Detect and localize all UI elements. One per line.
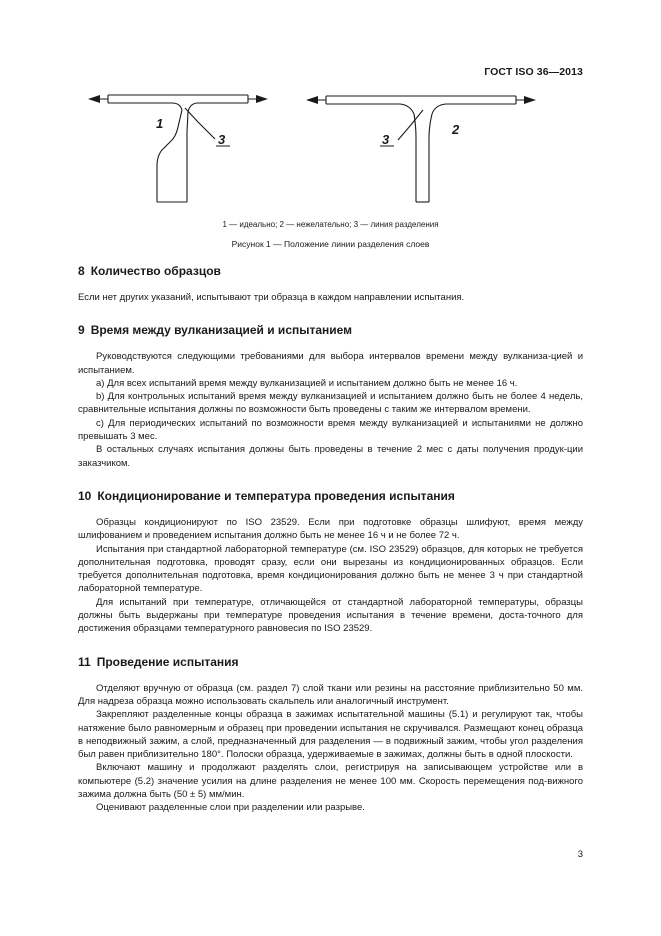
left-separation-line bbox=[185, 108, 215, 139]
main-content bbox=[78, 264, 583, 815]
figure-title: Рисунок 1 — Положение линии разделения слоев bbox=[231, 239, 430, 249]
section-10-heading: 10 Кондиционирование и температура проведения испытания bbox=[78, 488, 455, 503]
section-9-item-c: c) Для периодических испытаний по возможности время между вулканизацией и испытаниями не должно превышать 3 мес. bbox=[78, 417, 583, 443]
right-body-right-edge bbox=[429, 114, 432, 202]
section-10-paragraph-1: Образцы кондиционируют по ISO 23529. Если при подготовке образцы шлифуют, время между шлифованием и проведением испытания должно быть не менее 16 ч и не более 72 ч. bbox=[78, 516, 583, 542]
label-1: 1 bbox=[156, 116, 164, 131]
section-9-item-b: b) Для контрольных испытаний время между вулканизацией и испытанием должно быть не более 4 недель, сравнительные испытания должны по возможности быть проведены с таким же интервалом времени. bbox=[78, 391, 583, 416]
page-number: 3 bbox=[577, 849, 583, 860]
right-strip-left-inner bbox=[326, 104, 414, 114]
standard-header: ГОСТ ISO 36—2013 bbox=[484, 66, 583, 78]
left-arrow-left bbox=[88, 95, 100, 103]
left-strip-right-inner bbox=[188, 103, 248, 112]
section-10-paragraph-3: Для испытаний при температуре, отличающейся от стандартной лабораторной температуры, образцы должны быть выдержаны при температуре проведения испытания в течение времени, доста-точного для достижения образцами температурного равновесия по ISO 23529. bbox=[78, 596, 583, 635]
right-arrow-right bbox=[524, 96, 536, 104]
left-arrow-right bbox=[256, 95, 268, 103]
section-10-paragraph-2: Испытания при стандартной лабораторной температуре (см. ISO 23529) образцов, для которых не требуется дополнительная подготовка, проводят сразу, если они вырезаны из кондиционированных образцов. Если требуется дополнительная подготовка, время кондиционирования должно быть не менее 3 ч при стандартной лабораторной температуре. bbox=[78, 543, 583, 595]
section-11-paragraph-3: Включают машину и продолжают разделять слои, регистрируя на записывающем устройстве или в компьютере (5.2) значение усилия на длине разделения не менее 100 мм. Скорость перемещения под-вижного зажима должна быть (50 ± 5) мм/мин. bbox=[78, 762, 583, 801]
figure-1-diagram bbox=[80, 82, 550, 212]
section-9-heading: 9 Время между вулканизацией и испытанием bbox=[78, 323, 353, 338]
section-8-paragraph: Если нет других указаний, испытывают три образца в каждом направлении испытания. bbox=[78, 292, 465, 303]
section-11-paragraph-4: Оценивают разделенные слои при разделении или разрыве. bbox=[96, 802, 365, 814]
section-8-heading: 8 Количество образцов bbox=[78, 264, 221, 278]
right-arrow-left bbox=[306, 96, 318, 104]
section-9-other: В остальных случаях испытания должны быть проведены в течение 2 мес с даты получения продук-ции заказчиком. bbox=[78, 444, 583, 469]
left-body-right-edge bbox=[187, 112, 188, 202]
right-strip-right-inner bbox=[432, 104, 516, 114]
section-9-item-a: a) Для всех испытаний время между вулканизацией и испытанием должно быть не менее 16 ч. bbox=[96, 377, 518, 389]
section-9-intro: Руководствуются следующими требованиями для выбора интервалов времени между вулканиза-цией и испытанием. bbox=[78, 351, 583, 376]
label-2: 2 bbox=[452, 122, 460, 137]
right-body-left-edge bbox=[414, 114, 416, 202]
section-11-heading: 11 Проведение испытания bbox=[78, 654, 239, 669]
section-11-paragraph-2: Закрепляют разделенные концы образца в зажимах испытательной машины (5.1) и регулируют так, чтобы натяжение было равномерным и образец при проведении испытания не скручивался. Размещают конец образца в неподвижный зажим, а слой, предназначенный для разделения — в подвижный зажим, чтобы угол разделения был равен приблизительно 180°. Полоски образца, удерживаемые в зажимах, должны быть в одной плоскости. bbox=[78, 709, 583, 761]
left-strip-left-inner bbox=[108, 103, 182, 110]
label-3-left: 3 bbox=[218, 132, 226, 147]
figure-legend: 1 — идеально; 2 — нежелательно; 3 — линия разделения bbox=[222, 220, 439, 229]
label-3-right: 3 bbox=[382, 132, 390, 147]
section-11-paragraph-1: Отделяют вручную от образца (см. раздел 7) слой ткани или резины на расстояние приблизительно 50 мм. Для надреза образца можно использовать скальпель или аналогичный инструмент. bbox=[78, 682, 583, 707]
right-separation-line bbox=[398, 110, 423, 140]
